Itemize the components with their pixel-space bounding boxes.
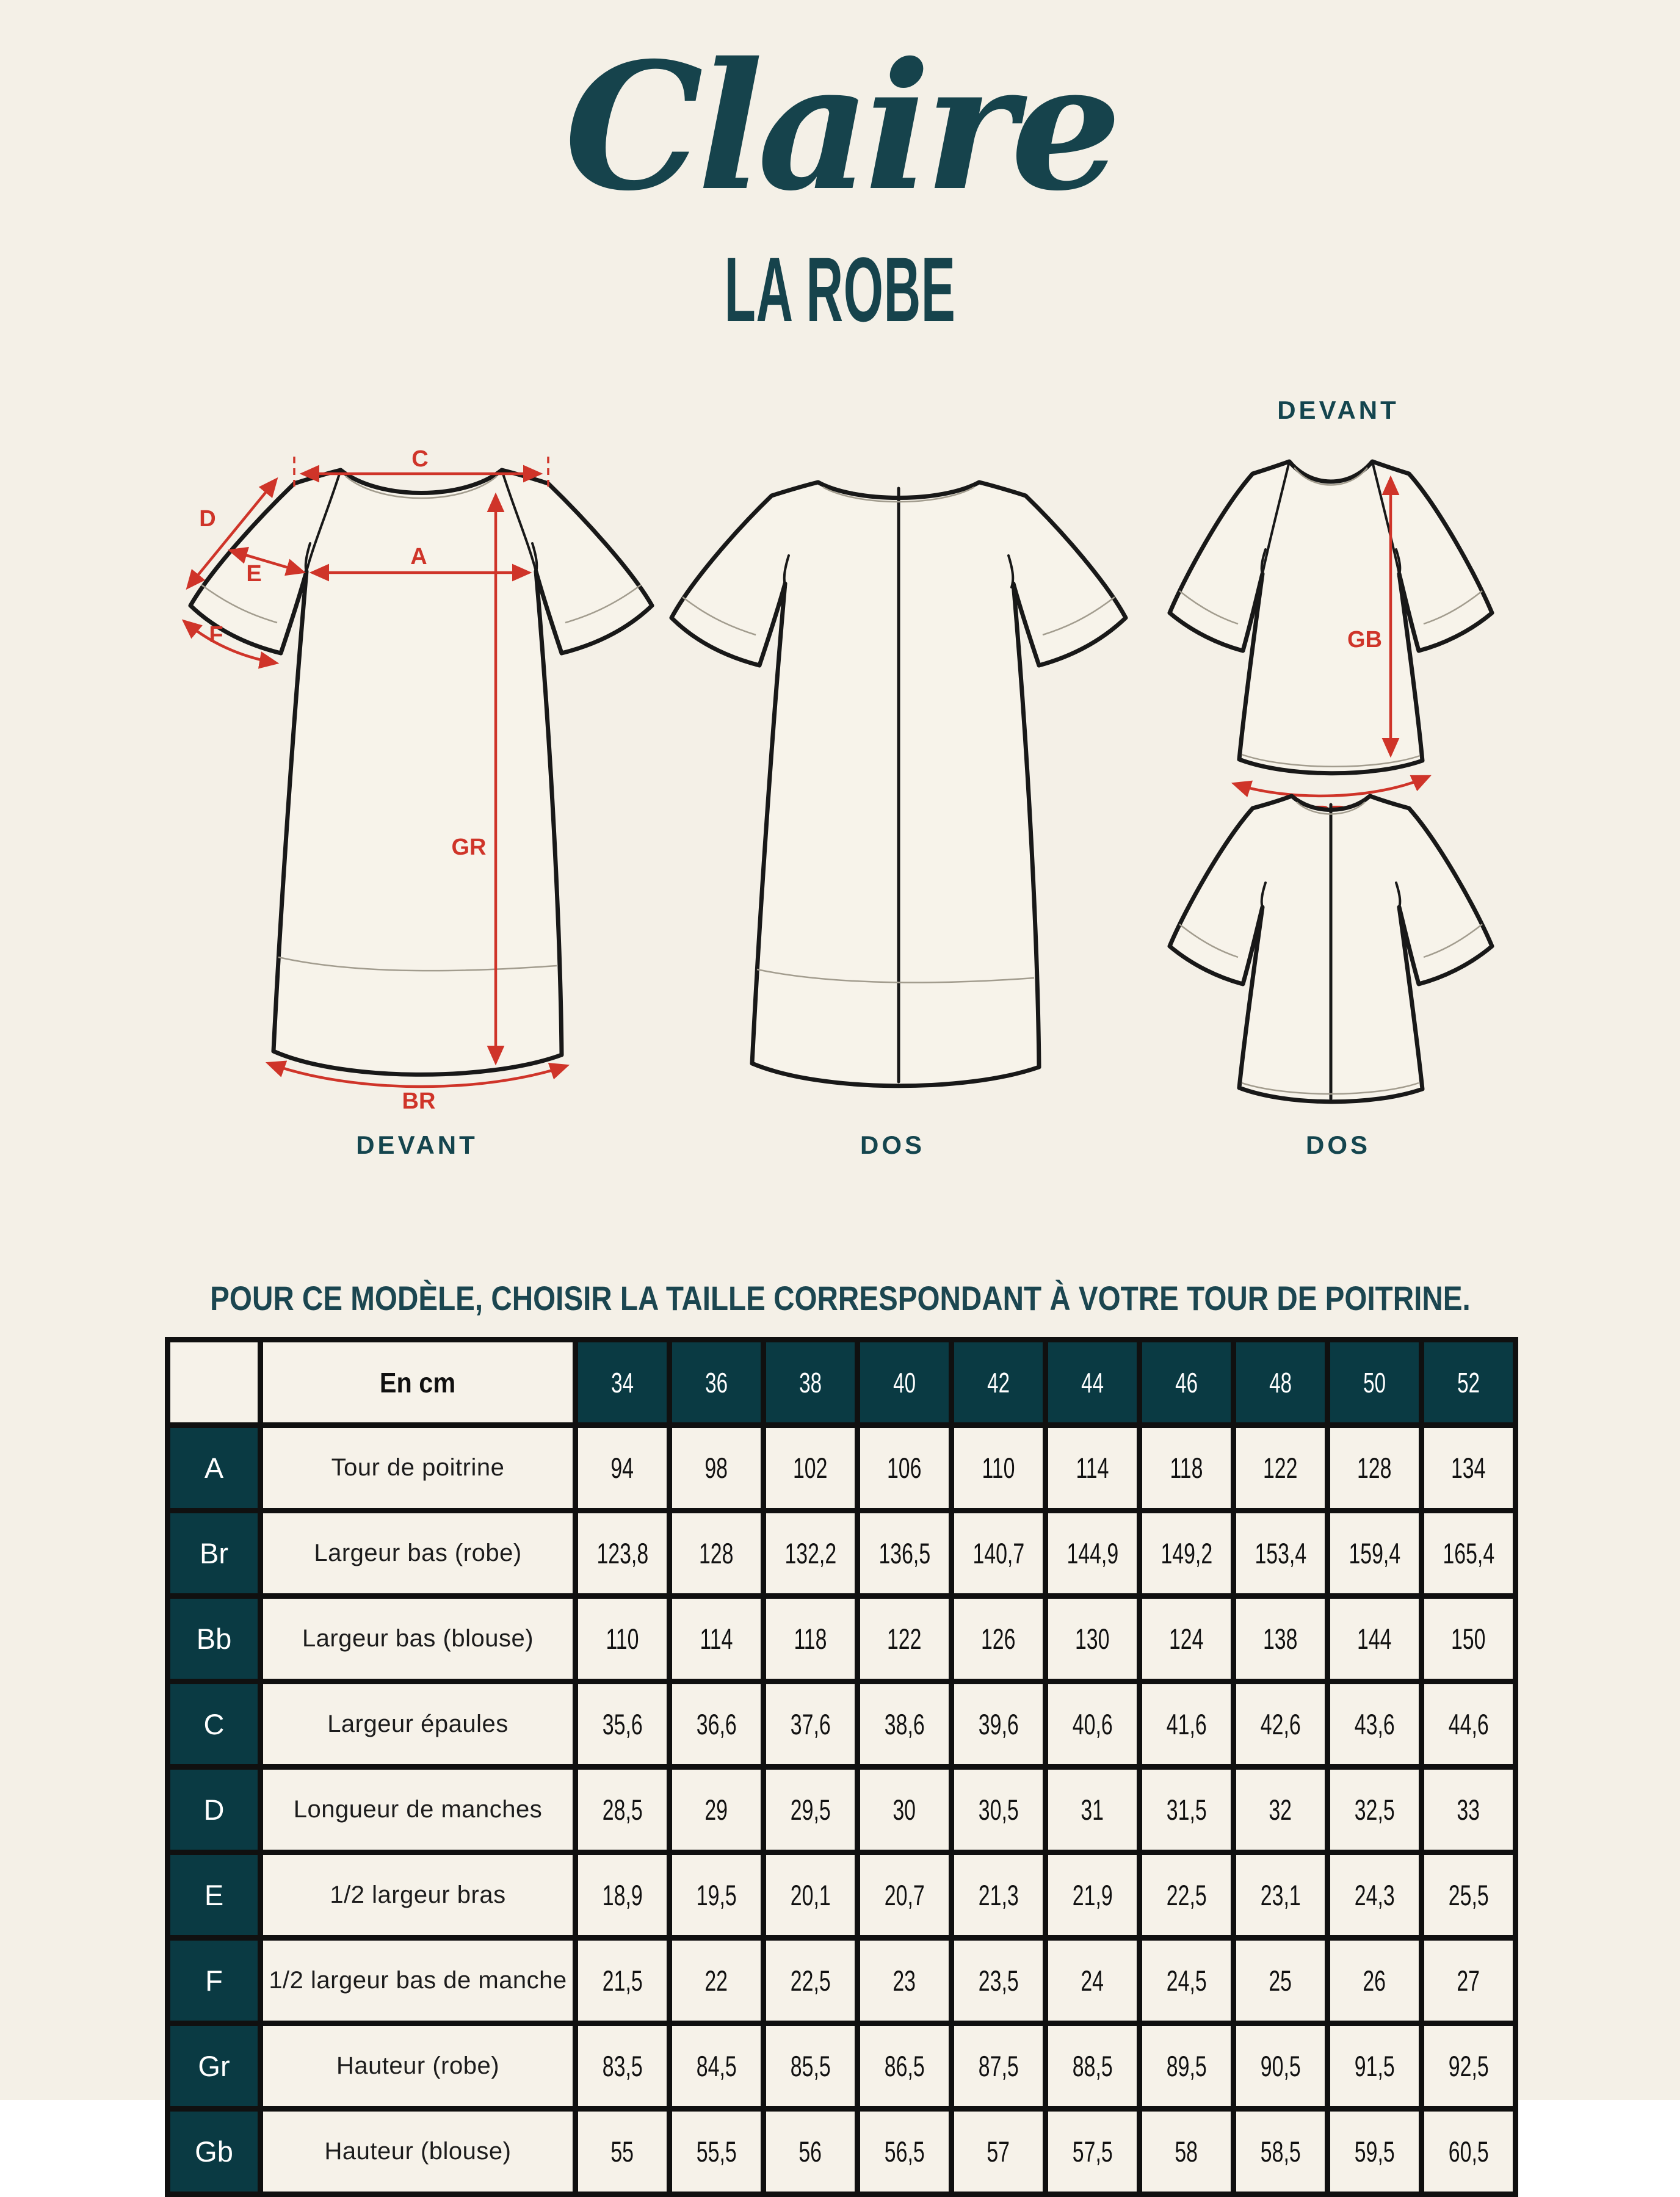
- size-header-38: 38: [764, 1340, 858, 1425]
- measure-label-gb: GB: [1347, 627, 1382, 653]
- measurement-cell: 153,4: [1234, 1511, 1328, 1596]
- row-label: 1/2 largeur bas de manche: [261, 1938, 576, 2024]
- measurement-cell: 20,1: [764, 1853, 858, 1938]
- size-header-42: 42: [952, 1340, 1046, 1425]
- measurement-cell: 58,5: [1234, 2109, 1328, 2195]
- measurement-cell: 122: [1234, 1425, 1328, 1511]
- row-code: Gb: [168, 2109, 261, 2195]
- measurement-cell: 23,5: [952, 1938, 1046, 2024]
- row-label: Largeur épaules: [261, 1682, 576, 1767]
- measurement-cell: 22,5: [764, 1938, 858, 2024]
- measurement-cell: 24,3: [1328, 1853, 1422, 1938]
- measurement-cell: 98: [670, 1425, 764, 1511]
- measure-label-e: E: [246, 561, 262, 587]
- measurement-cell: 122: [858, 1596, 952, 1682]
- row-code: Br: [168, 1511, 261, 1596]
- measurement-cell: 130: [1046, 1596, 1140, 1682]
- measurement-cell: 106: [858, 1425, 952, 1511]
- measurement-cell: 149,2: [1140, 1511, 1234, 1596]
- measurement-cell: 18,9: [576, 1853, 670, 1938]
- measurement-cell: 22: [670, 1938, 764, 2024]
- measurement-cell: 19,5: [670, 1853, 764, 1938]
- size-table: [165, 1337, 1518, 2197]
- measurement-cell: 43,6: [1328, 1682, 1422, 1767]
- measurement-cell: 56: [764, 2109, 858, 2195]
- row-code: Bb: [168, 1596, 261, 1682]
- row-label: Hauteur (blouse): [261, 2109, 576, 2195]
- measurement-row-Gb: [168, 2109, 1516, 2195]
- measurement-cell: 92,5: [1422, 2024, 1516, 2109]
- measurement-cell: 24,5: [1140, 1938, 1234, 2024]
- measurement-cell: 128: [1328, 1425, 1422, 1511]
- row-code: Gr: [168, 2024, 261, 2109]
- row-code: E: [168, 1853, 261, 1938]
- measurement-cell: 21,3: [952, 1853, 1046, 1938]
- measurement-cell: 159,4: [1328, 1511, 1422, 1596]
- measurement-cell: 136,5: [858, 1511, 952, 1596]
- measurement-cell: 57,5: [1046, 2109, 1140, 2195]
- measurement-cell: 128: [670, 1511, 764, 1596]
- measurement-cell: 30: [858, 1767, 952, 1853]
- size-table-header-row: [168, 1340, 1516, 1425]
- measurement-cell: 25,5: [1422, 1853, 1516, 1938]
- measurement-cell: 37,6: [764, 1682, 858, 1767]
- measurement-cell: 31: [1046, 1767, 1140, 1853]
- blouse-front-outline: [1170, 461, 1492, 773]
- measurement-cell: 89,5: [1140, 2024, 1234, 2109]
- row-code: F: [168, 1938, 261, 2024]
- measurement-cell: 55: [576, 2109, 670, 2195]
- measure-label-a: A: [410, 544, 427, 570]
- measurement-cell: 90,5: [1234, 2024, 1328, 2109]
- measurement-cell: 29,5: [764, 1767, 858, 1853]
- measurement-cell: 124: [1140, 1596, 1234, 1682]
- measurement-row-E: [168, 1853, 1516, 1938]
- caption-blouse-front: DEVANT: [1277, 396, 1399, 424]
- size-table-body: [168, 1425, 1516, 2195]
- measurement-cell: 36,6: [670, 1682, 764, 1767]
- measurement-cell: 33: [1422, 1767, 1516, 1853]
- measurement-cell: 114: [1046, 1425, 1140, 1511]
- measurement-cell: 44,6: [1422, 1682, 1516, 1767]
- measurement-cell: 22,5: [1140, 1853, 1234, 1938]
- blouse-back-drawing: [1160, 785, 1538, 1127]
- measurement-cell: 144,9: [1046, 1511, 1140, 1596]
- measurement-cell: 94: [576, 1425, 670, 1511]
- measurement-cell: 20,7: [858, 1853, 952, 1938]
- caption-dress-front: DEVANT: [356, 1131, 478, 1159]
- size-header-40: 40: [858, 1340, 952, 1425]
- measurement-cell: 27: [1422, 1938, 1516, 2024]
- dress-front-drawing: [183, 446, 659, 1148]
- measurement-cell: 23: [858, 1938, 952, 2024]
- measurement-cell: 118: [764, 1596, 858, 1682]
- measurement-cell: 126: [952, 1596, 1046, 1682]
- measurement-cell: 59,5: [1328, 2109, 1422, 2195]
- measure-label-c: C: [411, 446, 429, 472]
- pattern-name: Claire: [564, 24, 1116, 230]
- measurement-cell: 21,9: [1046, 1853, 1140, 1938]
- measurement-row-Gr: [168, 2024, 1516, 2109]
- row-label: Largeur bas (blouse): [261, 1596, 576, 1682]
- measurement-cell: 83,5: [576, 2024, 670, 2109]
- row-code: C: [168, 1682, 261, 1767]
- measurement-cell: 91,5: [1328, 2024, 1422, 2109]
- size-header-34: 34: [576, 1340, 670, 1425]
- measurement-cell: 102: [764, 1425, 858, 1511]
- measurement-cell: 24: [1046, 1938, 1140, 2024]
- measurement-cell: 58: [1140, 2109, 1234, 2195]
- measurement-row-F: [168, 1938, 1516, 2024]
- measurement-cell: 41,6: [1140, 1682, 1234, 1767]
- measurement-cell: 29: [670, 1767, 764, 1853]
- measurement-cell: 134: [1422, 1425, 1516, 1511]
- pattern-subtitle: LA ROBE: [724, 238, 956, 341]
- measurement-row-C: [168, 1682, 1516, 1767]
- measurement-cell: 25: [1234, 1938, 1328, 2024]
- measurement-cell: 56,5: [858, 2109, 952, 2195]
- measurement-cell: 123,8: [576, 1511, 670, 1596]
- measurement-cell: 144: [1328, 1596, 1422, 1682]
- row-code: A: [168, 1425, 261, 1511]
- measurement-cell: 85,5: [764, 2024, 858, 2109]
- row-code: D: [168, 1767, 261, 1853]
- measurement-row-D: [168, 1767, 1516, 1853]
- size-instruction: POUR CE MODÈLE, CHOISIR LA TAILLE CORRESPONDANT À VOTRE TOUR DE POITRINE.: [209, 1279, 1471, 1317]
- row-label: 1/2 largeur bras: [261, 1853, 576, 1938]
- measurement-cell: 23,1: [1234, 1853, 1328, 1938]
- measurement-row-Br: [168, 1511, 1516, 1596]
- size-header-52: 52: [1422, 1340, 1516, 1425]
- measurement-cell: 150: [1422, 1596, 1516, 1682]
- size-header-44: 44: [1046, 1340, 1140, 1425]
- row-label: Tour de poitrine: [261, 1425, 576, 1511]
- measurement-cell: 38,6: [858, 1682, 952, 1767]
- size-header-48: 48: [1234, 1340, 1328, 1425]
- measurement-cell: 88,5: [1046, 2024, 1140, 2109]
- unit-header: En cm: [261, 1340, 576, 1425]
- measurement-cell: 114: [670, 1596, 764, 1682]
- measurement-cell: 40,6: [1046, 1682, 1140, 1767]
- size-header-46: 46: [1140, 1340, 1234, 1425]
- measurement-cell: 26: [1328, 1938, 1422, 2024]
- size-header-50: 50: [1328, 1340, 1422, 1425]
- dress-back-drawing: [665, 464, 1129, 1148]
- measurement-cell: 35,6: [576, 1682, 670, 1767]
- measurement-cell: 21,5: [576, 1938, 670, 2024]
- measurement-cell: 32,5: [1328, 1767, 1422, 1853]
- size-header-36: 36: [670, 1340, 764, 1425]
- row-label: Hauteur (robe): [261, 2024, 576, 2109]
- measurement-cell: 42,6: [1234, 1682, 1328, 1767]
- measurement-cell: 31,5: [1140, 1767, 1234, 1853]
- measure-label-d: D: [199, 506, 216, 532]
- caption-dress-back: DOS: [860, 1131, 925, 1159]
- measurement-cell: 138: [1234, 1596, 1328, 1682]
- measurement-cell: 110: [952, 1425, 1046, 1511]
- measurement-cell: 39,6: [952, 1682, 1046, 1767]
- measurement-cell: 84,5: [670, 2024, 764, 2109]
- measurement-cell: 57: [952, 2109, 1046, 2195]
- row-label: Longueur de manches: [261, 1767, 576, 1853]
- measure-label-f: F: [209, 622, 223, 648]
- blouse-front-drawing: [1160, 453, 1538, 825]
- measurement-cell: 132,2: [764, 1511, 858, 1596]
- measurement-cell: 140,7: [952, 1511, 1046, 1596]
- caption-blouse-back: DOS: [1305, 1131, 1371, 1159]
- measurement-cell: 55,5: [670, 2109, 764, 2195]
- corner-cell: [168, 1340, 261, 1425]
- measurement-row-Bb: [168, 1596, 1516, 1682]
- measurement-cell: 86,5: [858, 2024, 952, 2109]
- row-label: Largeur bas (robe): [261, 1511, 576, 1596]
- measurement-cell: 110: [576, 1596, 670, 1682]
- measurement-cell: 118: [1140, 1425, 1234, 1511]
- measure-label-br: BR: [402, 1088, 436, 1114]
- measurement-row-A: [168, 1425, 1516, 1511]
- measure-label-gr: GR: [451, 834, 487, 860]
- measurement-cell: 32: [1234, 1767, 1328, 1853]
- measurement-cell: 87,5: [952, 2024, 1046, 2109]
- measurement-cell: 28,5: [576, 1767, 670, 1853]
- measurement-cell: 30,5: [952, 1767, 1046, 1853]
- measurement-cell: 165,4: [1422, 1511, 1516, 1596]
- measurement-cell: 60,5: [1422, 2109, 1516, 2195]
